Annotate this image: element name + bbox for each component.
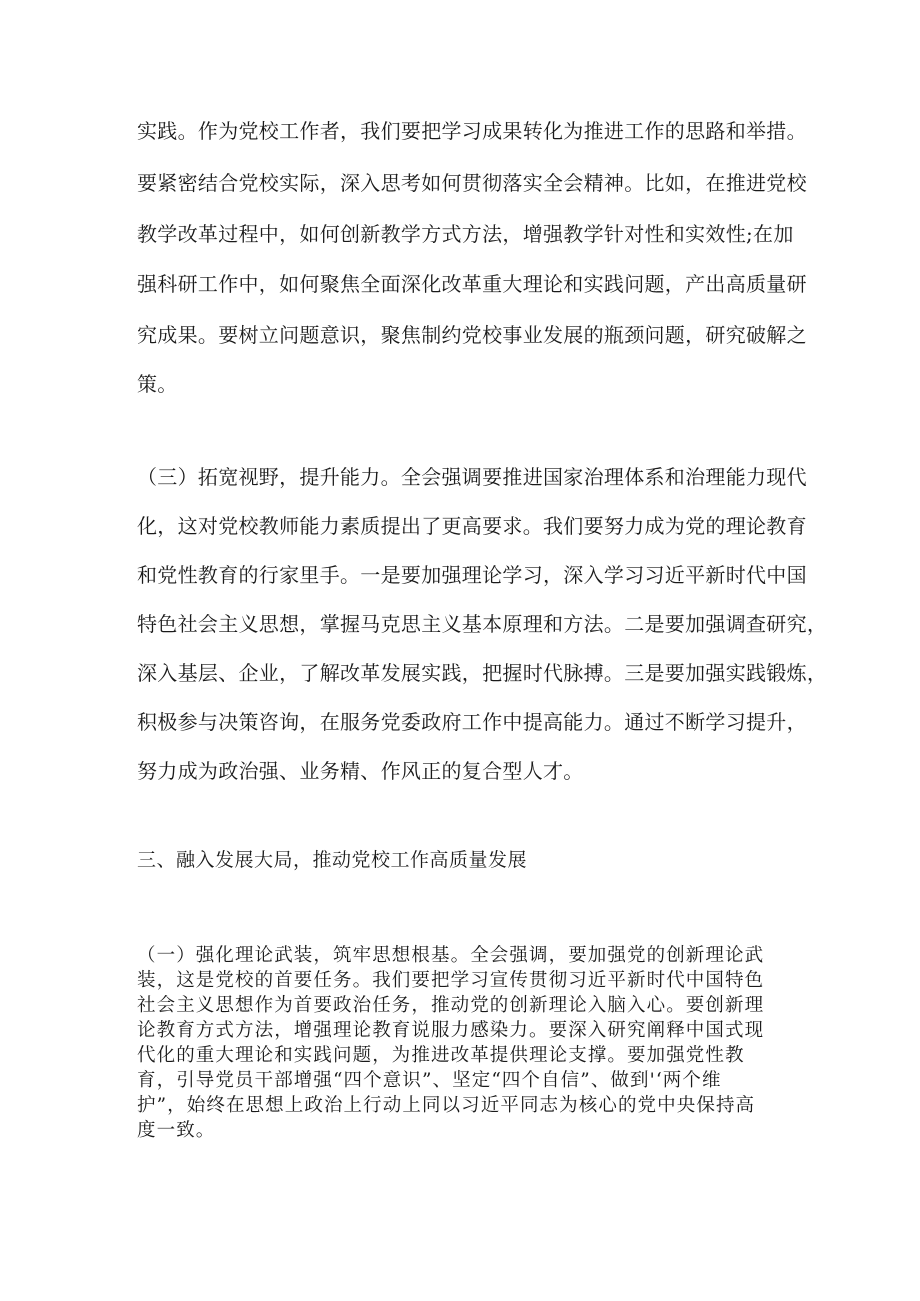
text-line: 论教育方式方法，增强理论教育说服力感染力。要深入研究阐释中国式现: [137, 1020, 765, 1041]
text-line: 实践。作为党校工作者，我们要把学习成果转化为推进工作的思路和举措。: [137, 119, 807, 143]
text-line: 教学改革过程中，如何创新教学方式方法，增强教学针对性和实效性;在加: [137, 222, 794, 246]
text-line: （三）拓宽视野，提升能力。全会强调要推进国家治理体系和治理能力现代: [137, 465, 807, 489]
text-line: 代化的重大理论和实践问题，为推进改革提供理论支撑。要加强党性教: [137, 1045, 745, 1066]
text-line: 育，引导党员干部增强“四个意识”、坚定“四个自信”、做到'‘两个维: [137, 1070, 722, 1091]
text-line: 护”，始终在思想上政治上行动上同以习近平同志为核心的党中央保持高: [137, 1095, 756, 1116]
text-line: 化，这对党校教师能力素质提出了更高要求。我们要努力成为党的理论教育: [137, 514, 807, 538]
text-line: 特色社会主义思想，掌握马克思主义基本原理和方法。二是要加强调查研究，: [137, 612, 828, 636]
text-line: 度一致。: [137, 1120, 216, 1141]
text-line: 装，这是党校的首要任务。我们要把学习宣传贯彻习近平新时代中国特色: [137, 970, 765, 991]
text-line: 策。: [137, 372, 178, 396]
text-line: 强科研工作中，如何聚焦全面深化改革重大理论和实践问题，产出高质量研: [137, 272, 807, 296]
text-line: 和党性教育的行家里手。一是要加强理论学习，深入学习习近平新时代中国: [137, 563, 807, 587]
text-line: 努力成为政治强、业务精、作风正的复合型人才。: [137, 759, 584, 783]
text-line: 积极参与决策咨询，在服务党委政府工作中提高能力。通过不断学习提升，: [137, 710, 807, 734]
text-line: 社会主义思想作为首要政治任务，推动党的创新理论入脑入心。要创新理: [137, 995, 765, 1016]
text-line: 究成果。要树立问题意识，聚焦制约党校事业发展的瓶颈问题，研究破解之: [137, 323, 807, 347]
text-line: 深入基层、企业，了解改革发展实践，把握时代脉搏。三是要加强实践锻炼，: [137, 661, 828, 685]
text-line: （一）强化理论武装，筑牢思想根基。全会强调，要加强党的创新理论武: [137, 945, 765, 966]
text-line: 要紧密结合党校实际，深入思考如何贯彻落实全会精神。比如，在推进党校: [137, 171, 807, 195]
section-heading: 三、融入发展大局，推动党校工作高质量发展: [137, 849, 528, 871]
